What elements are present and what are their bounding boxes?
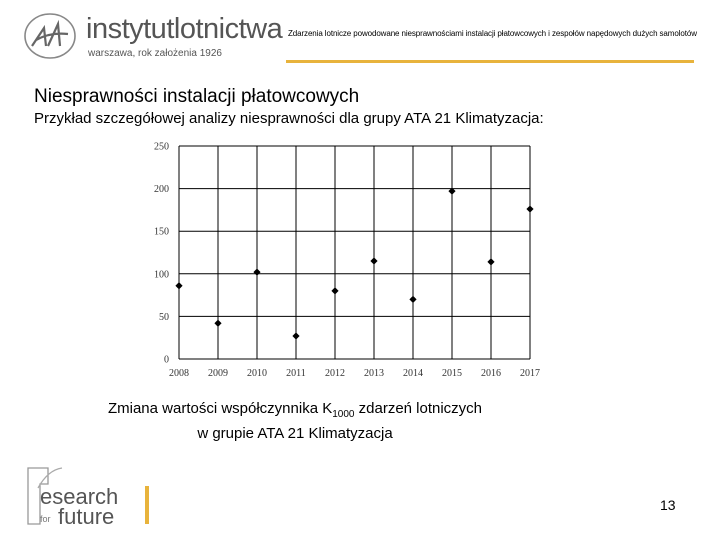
logo-name: instytutlotnictwa: [86, 13, 283, 45]
caption-line1-after: zdarzeń lotniczych: [354, 400, 483, 417]
scatter-chart: [130, 137, 560, 387]
caption-subscript: 1000: [332, 409, 355, 420]
footer-logo-small: for: [40, 514, 51, 524]
x-tick-label: 2010: [247, 368, 267, 379]
x-tick-label: 2011: [286, 368, 306, 379]
x-tick-label: 2017: [520, 368, 540, 379]
data-point: [175, 282, 182, 289]
data-point: [331, 287, 338, 294]
caption-line1-before: Zmiana wartości współczynnika K: [107, 400, 333, 417]
page-number: 13: [660, 497, 676, 513]
caption-line2: w grupie ATA 21 Klimatyzacja: [197, 425, 393, 442]
data-point: [487, 258, 494, 265]
logo-subtitle: warszawa, rok założenia 1926: [88, 48, 222, 59]
data-point: [292, 332, 299, 339]
research-for-future-logo: [26, 466, 156, 526]
data-point: [409, 296, 416, 303]
data-point: [253, 268, 260, 275]
x-tick-label: 2016: [481, 368, 501, 379]
data-point: [214, 320, 221, 327]
x-tick-label: 2015: [442, 368, 462, 379]
data-point: [370, 257, 377, 264]
x-tick-label: 2009: [208, 368, 228, 379]
header-topic: Zdarzenia lotnicze powodowane niesprawnościami instalacji płatowcowych i zespołów napędowych dużych samolotów: [288, 29, 697, 38]
footer-logo-word1: esearch: [40, 484, 119, 509]
header-rule: [286, 60, 694, 63]
y-tick-label: 50: [159, 311, 169, 323]
x-tick-label: 2014: [403, 368, 423, 379]
x-tick-label: 2013: [364, 368, 384, 379]
y-tick-label: 100: [154, 269, 169, 281]
slide-title: Niesprawności instalacji płatowcowych: [34, 86, 360, 107]
y-tick-label: 200: [154, 184, 169, 196]
y-tick-label: 250: [154, 141, 169, 153]
x-tick-label: 2012: [325, 368, 345, 379]
y-tick-label: 150: [154, 226, 169, 238]
chart-caption: [90, 399, 500, 443]
y-tick-label: 0: [164, 354, 169, 366]
data-point: [526, 205, 533, 212]
x-tick-label: 2008: [169, 368, 189, 379]
slide-subtitle: Przykład szczegółowej analizy niesprawności dla grupy ATA 21 Klimatyzacja:: [34, 110, 544, 127]
footer-logo-word2: future: [58, 504, 115, 526]
